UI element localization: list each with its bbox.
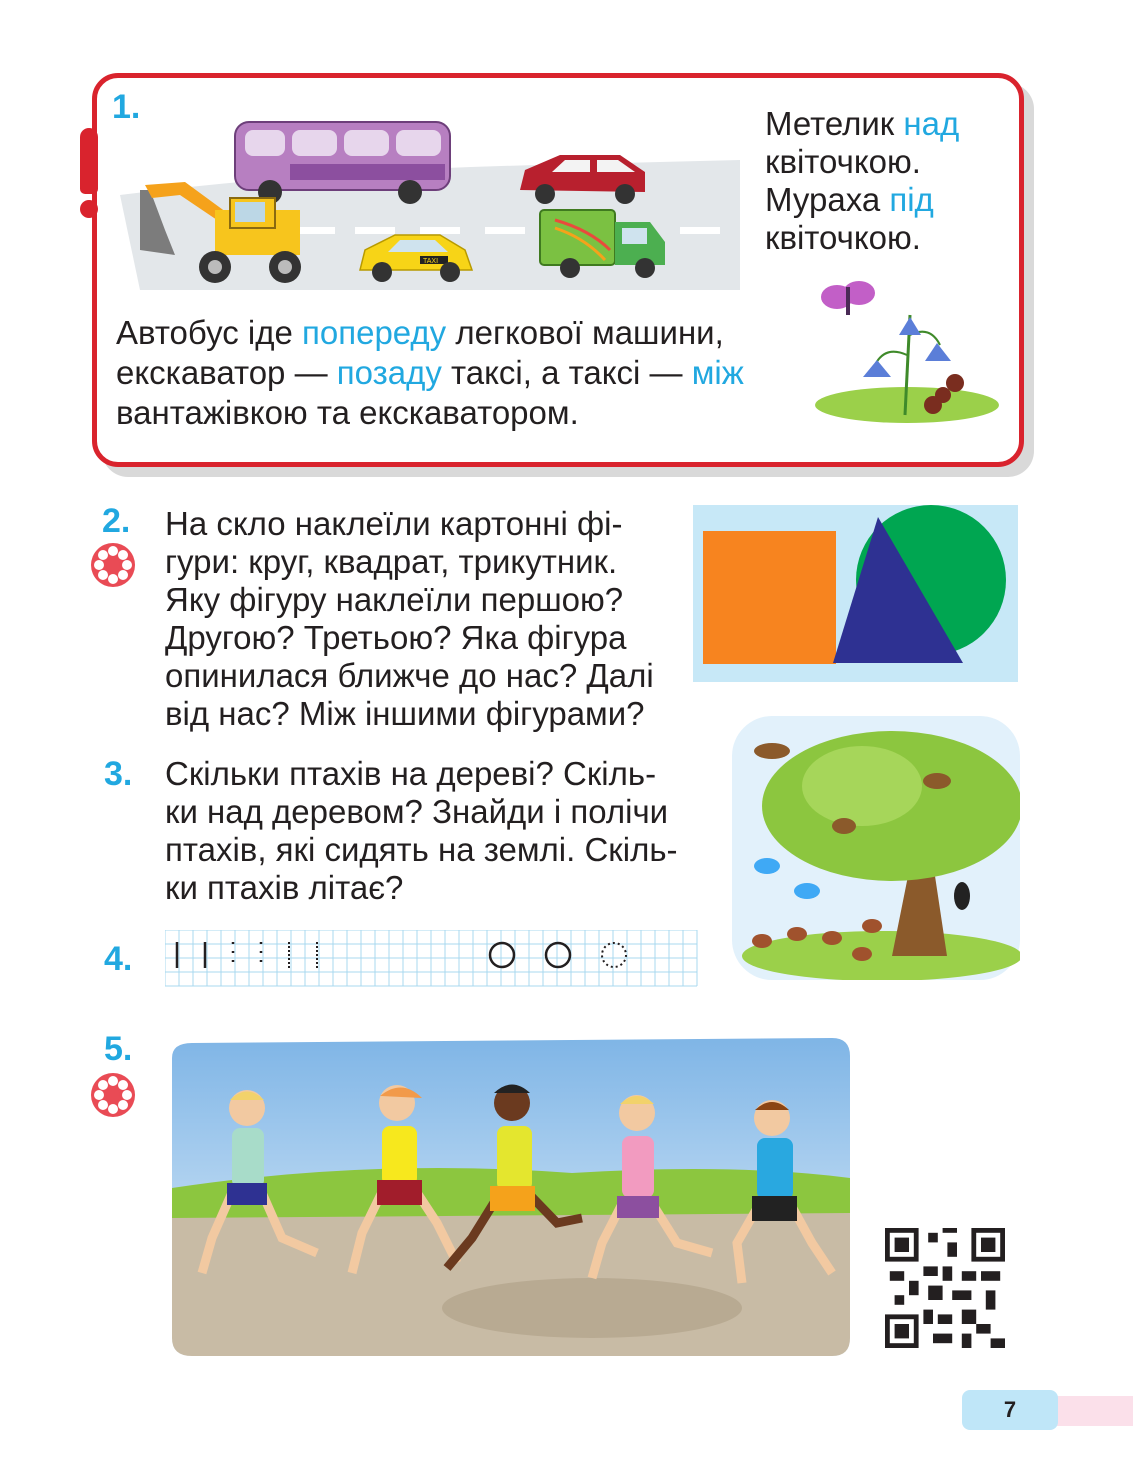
task3-number: 3. [104,755,133,793]
svg-text:TAXI: TAXI [423,258,439,265]
rule-line [765,143,959,181]
task2-number: 2. [102,502,131,540]
qr-code-icon[interactable] [885,1228,1005,1348]
rule-line [765,181,959,219]
rule-line [116,313,744,353]
exclamation-icon [80,128,98,194]
highlighted-word: над [903,105,960,142]
writing-grid [165,930,700,988]
rule-text: Мураха [765,181,890,218]
highlighted-word: позаду [336,354,442,391]
highlighted-word: під [889,181,934,218]
tree-birds-illustration [732,716,1020,980]
rule-text: Метелик [765,105,904,142]
exclamation-dot-icon [80,200,98,218]
rule-text: вантажівкою та екскаватором. [116,394,579,431]
task1-rule-bottom [116,313,744,433]
task3-text: Скільки птахів на дереві? Скіль- ки над деревом? Знайди і полічи птахів, які сидять на землі. Скіль- ки птахів літає? [165,755,678,906]
task1-number: 1. [112,88,141,126]
running-children-illustration [172,1038,850,1358]
rule-line [116,393,744,433]
orange-square [703,531,836,664]
shapes-illustration [693,505,1018,682]
flower-butterfly-ant-illustration [815,275,1000,425]
rule-text: квіточкою. [765,219,921,256]
highlighted-word: попереду [302,314,447,351]
rule-text: Автобус іде [116,314,302,351]
flower-badge-icon [90,1072,136,1118]
vehicles-illustration [120,110,760,295]
page-number: 7 [962,1390,1058,1430]
butterfly-icon [821,281,875,315]
rule-line [116,353,744,393]
flower-badge-icon [90,542,136,588]
rule-line [765,105,959,143]
highlighted-word: між [691,354,744,391]
task4-number: 4. [104,940,133,978]
task5-number: 5. [104,1030,133,1068]
rule-text: екскаватор — [116,354,337,391]
task2-text: На скло наклеїли картонні фі- гури: круг, квадрат, трикутник. Яку фігуру наклеїли першою? Другою? Третьою? Яка фігура опинилася ближче до нас? Далі від нас? Між іншими фігурами? [165,505,654,732]
rule-text: таксі, а таксі — [441,354,692,391]
rule-text: легкової машини, [446,314,724,351]
rule-text: квіточкою. [765,143,921,180]
task1-rule-right [765,105,959,257]
rule-line [765,219,959,257]
